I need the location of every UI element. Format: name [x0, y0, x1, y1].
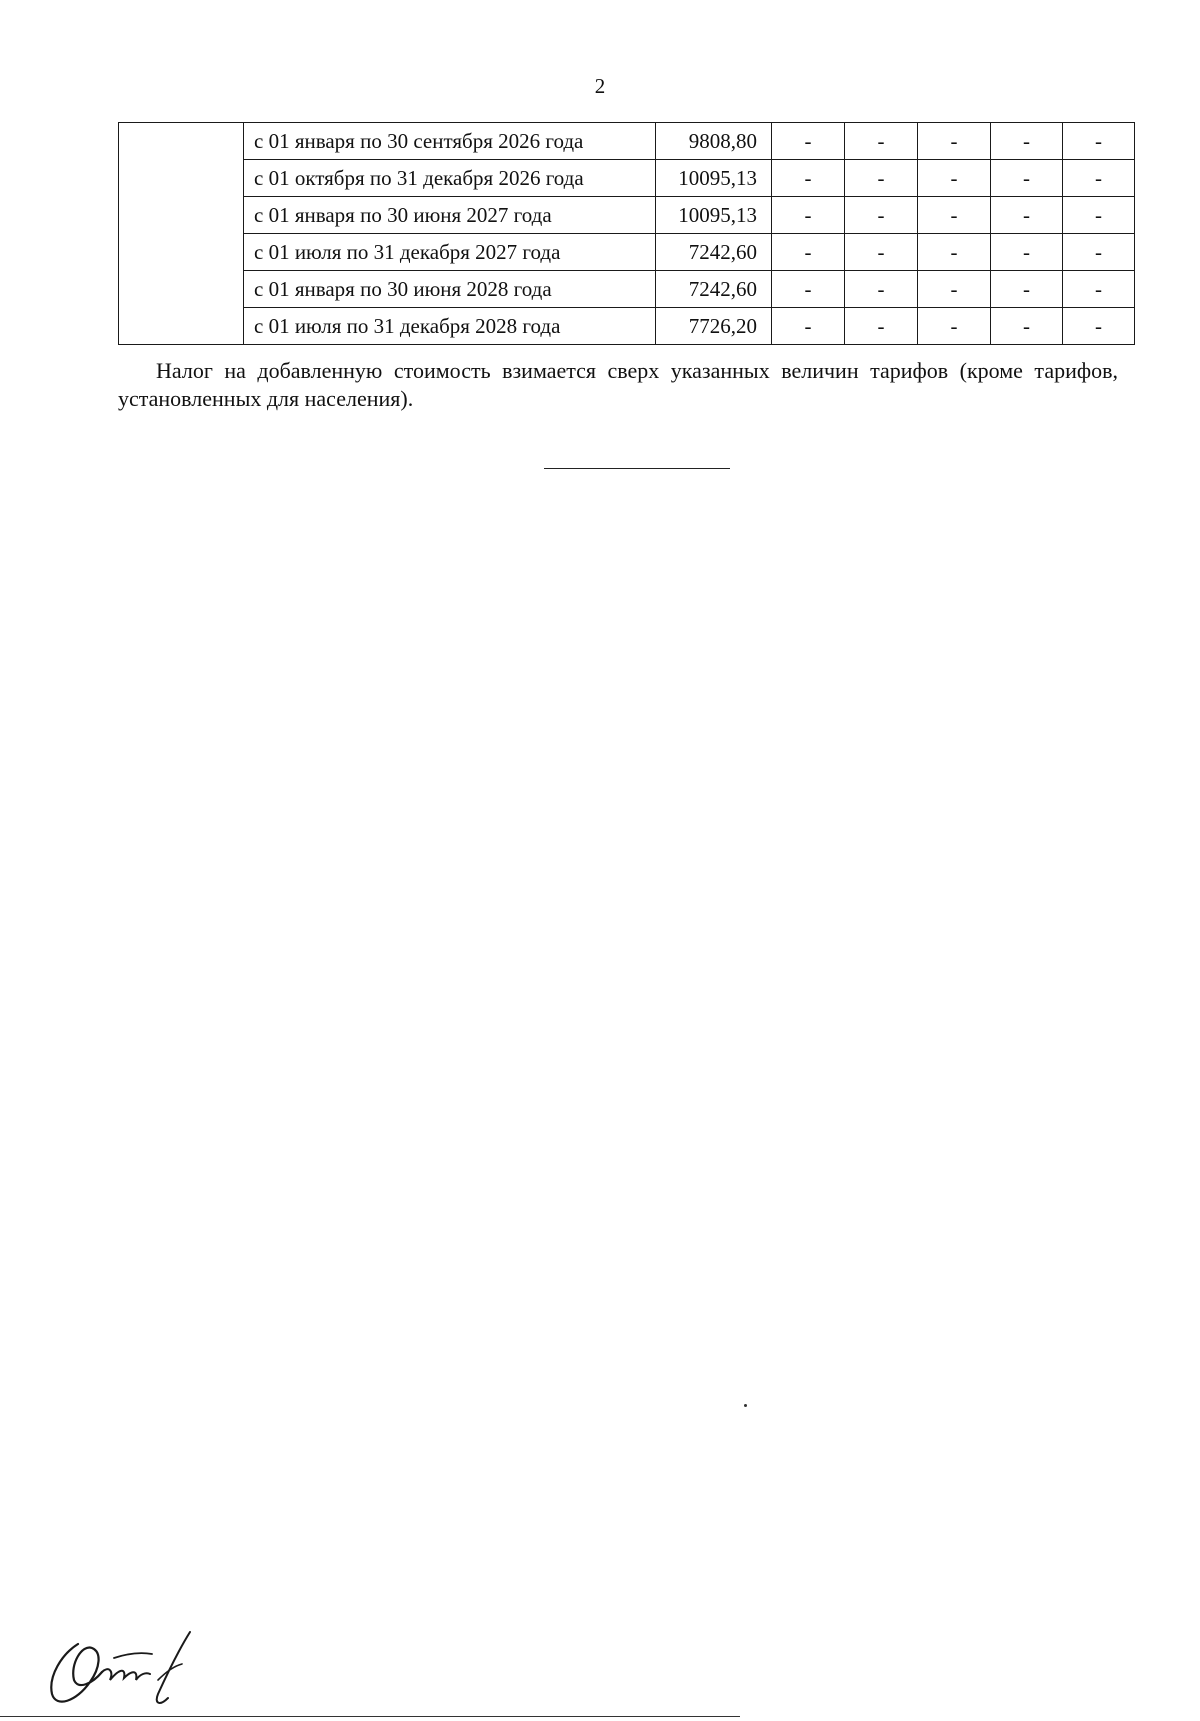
table-row [119, 160, 1135, 197]
empty-value-cell: - [1063, 123, 1135, 160]
empty-value-cell: - [918, 234, 991, 271]
empty-value-cell: - [772, 197, 845, 234]
period-cell: с 01 января по 30 июня 2028 года [244, 271, 656, 308]
empty-value-cell: - [991, 234, 1063, 271]
tariff-value-cell: 7242,60 [656, 271, 772, 308]
empty-value-cell: - [845, 197, 918, 234]
empty-value-cell: - [845, 271, 918, 308]
table-row [119, 234, 1135, 271]
empty-value-cell: - [845, 234, 918, 271]
tariff-value-cell: 10095,13 [656, 160, 772, 197]
empty-value-cell: - [991, 308, 1063, 345]
empty-value-cell: - [1063, 271, 1135, 308]
tariff-value-cell: 9808,80 [656, 123, 772, 160]
empty-value-cell: - [918, 197, 991, 234]
period-cell: с 01 января по 30 июня 2027 года [244, 197, 656, 234]
empty-value-cell: - [991, 123, 1063, 160]
scan-speck [744, 1404, 747, 1407]
empty-value-cell: - [991, 197, 1063, 234]
empty-value-cell: - [772, 160, 845, 197]
period-cell: с 01 октября по 31 декабря 2026 года [244, 160, 656, 197]
vat-note: Налог на добавленную стоимость взимается сверх указанных величин тарифов (кроме тарифов, установленных для населения). [118, 358, 1118, 411]
empty-value-cell: - [918, 160, 991, 197]
period-cell: с 01 июля по 31 декабря 2027 года [244, 234, 656, 271]
empty-value-cell: - [772, 123, 845, 160]
empty-value-cell: - [918, 271, 991, 308]
empty-value-cell: - [772, 308, 845, 345]
empty-value-cell: - [1063, 234, 1135, 271]
table-row [119, 123, 1135, 160]
empty-value-cell: - [1063, 160, 1135, 197]
closing-line [544, 468, 730, 469]
empty-value-cell: - [991, 160, 1063, 197]
period-cell: с 01 июля по 31 декабря 2028 года [244, 308, 656, 345]
table-row [119, 271, 1135, 308]
empty-value-cell: - [991, 271, 1063, 308]
tariff-value-cell: 7726,20 [656, 308, 772, 345]
tariff-table [118, 122, 1135, 345]
empty-value-cell: - [845, 308, 918, 345]
tariff-value-cell: 10095,13 [656, 197, 772, 234]
empty-value-cell: - [845, 160, 918, 197]
empty-value-cell: - [1063, 197, 1135, 234]
empty-value-cell: - [772, 271, 845, 308]
table-row [119, 197, 1135, 234]
empty-value-cell: - [918, 123, 991, 160]
table-row [119, 308, 1135, 345]
empty-value-cell: - [772, 234, 845, 271]
tariff-value-cell: 7242,60 [656, 234, 772, 271]
page-number: 2 [594, 74, 606, 98]
empty-value-cell: - [918, 308, 991, 345]
empty-value-cell: - [1063, 308, 1135, 345]
signature-icon [40, 1624, 220, 1716]
empty-value-cell: - [845, 123, 918, 160]
period-cell: с 01 января по 30 сентября 2026 года [244, 123, 656, 160]
table-merged-cell [119, 123, 244, 345]
bottom-line [0, 1716, 740, 1717]
